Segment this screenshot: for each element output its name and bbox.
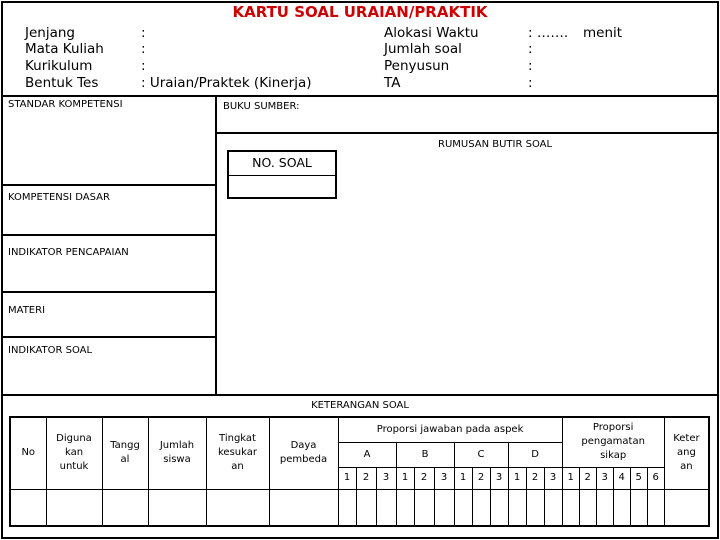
sikap-4: 4 [613, 467, 630, 489]
cell-c-1[interactable] [454, 489, 472, 526]
jumlah-soal-value: : [528, 41, 533, 57]
penyusun-label: Penyusun [384, 58, 450, 74]
header-digunakan-untuk: Diguna kan untuk [46, 417, 102, 489]
cell-d-3[interactable] [544, 489, 562, 526]
divider-sk [1, 184, 217, 186]
sikap-1: 1 [562, 467, 579, 489]
ta-value: : [528, 75, 533, 91]
cell-sikap-3[interactable] [596, 489, 613, 526]
no-soal-box [227, 150, 337, 199]
cell-sikap-2[interactable] [579, 489, 596, 526]
alokasi-waktu-unit: menit [583, 25, 623, 41]
aspek-d-3: 3 [544, 467, 562, 489]
cell-c-3[interactable] [490, 489, 508, 526]
header-divider [1, 95, 719, 97]
indikator-soal-label: INDIKATOR SOAL [8, 345, 93, 356]
cell-c-2[interactable] [472, 489, 490, 526]
header-jumlah-siswa: Jumlah siswa [148, 417, 206, 489]
cell-sikap-1[interactable] [562, 489, 579, 526]
no-soal-label: NO. SOAL [229, 152, 335, 176]
aspek-b-2: 2 [414, 467, 434, 489]
aspek-a: A [338, 442, 396, 467]
materi-label: MATERI [8, 305, 46, 316]
rumusan-butir-soal-label: RUMUSAN BUTIR SOAL [438, 139, 553, 150]
divider-materi [1, 336, 217, 338]
cell-tingkat-kesukaran[interactable] [206, 489, 269, 526]
ta-label: TA [384, 75, 401, 91]
divider-ip [1, 291, 217, 293]
cell-a-3[interactable] [376, 489, 396, 526]
buku-sumber-label: BUKU SUMBER: [223, 101, 300, 112]
cell-a-1[interactable] [338, 489, 356, 526]
aspek-d: D [508, 442, 562, 467]
jenjang-label: Jenjang [25, 25, 75, 41]
standar-kompetensi-label: STANDAR KOMPETENSI [8, 99, 123, 110]
bentuk-tes-value: : Uraian/Praktek (Kinerja) [141, 75, 312, 91]
cell-d-2[interactable] [526, 489, 544, 526]
cell-b-2[interactable] [414, 489, 434, 526]
cell-b-3[interactable] [434, 489, 454, 526]
cell-b-1[interactable] [396, 489, 414, 526]
left-column-divider [215, 95, 217, 396]
header-proporsi-jawaban: Proporsi jawaban pada aspek [338, 417, 562, 442]
cell-keterangan[interactable] [664, 489, 709, 526]
aspek-a-1: 1 [338, 467, 356, 489]
kurikulum-label: Kurikulum [25, 58, 93, 74]
header-keterangan: Keter ang an [664, 417, 709, 489]
alokasi-waktu-label: Alokasi Waktu [384, 25, 479, 41]
kurikulum-value: : [141, 58, 146, 74]
header-proporsi-pengamatan-sikap: Proporsi pengamatan sikap [562, 417, 664, 467]
alokasi-waktu-value: : ……. [528, 25, 569, 41]
aspek-a-2: 2 [356, 467, 376, 489]
divider-buku-sumber [215, 132, 719, 134]
aspek-c: C [454, 442, 508, 467]
cell-tanggal[interactable] [102, 489, 148, 526]
aspek-b: B [396, 442, 454, 467]
divider-kd [1, 234, 217, 236]
divider-keterangan [1, 394, 719, 396]
aspek-b-3: 3 [434, 467, 454, 489]
cell-sikap-5[interactable] [630, 489, 647, 526]
penyusun-value: : [528, 58, 533, 74]
mata-kuliah-label: Mata Kuliah [25, 41, 104, 57]
header-tanggal: Tangg al [102, 417, 148, 489]
cell-no[interactable] [10, 489, 46, 526]
cell-daya-pembeda[interactable] [269, 489, 338, 526]
cell-d-1[interactable] [508, 489, 526, 526]
cell-digunakan-untuk[interactable] [46, 489, 102, 526]
header-daya-pembeda: Daya pembeda [269, 417, 338, 489]
sikap-5: 5 [630, 467, 647, 489]
header-tingkat-kesukaran: Tingkat kesukar an [206, 417, 269, 489]
mata-kuliah-value: : [141, 41, 146, 57]
aspek-c-1: 1 [454, 467, 472, 489]
cell-sikap-6[interactable] [647, 489, 664, 526]
jumlah-soal-label: Jumlah soal [384, 41, 462, 57]
keterangan-table [9, 416, 710, 527]
sikap-2: 2 [579, 467, 596, 489]
cell-a-2[interactable] [356, 489, 376, 526]
aspek-d-1: 1 [508, 467, 526, 489]
keterangan-soal-label: KETERANGAN SOAL [311, 400, 409, 411]
table-row [10, 489, 709, 526]
bentuk-tes-label: Bentuk Tes [25, 75, 99, 91]
page-title: KARTU SOAL URAIAN/PRAKTIK [232, 3, 488, 21]
aspek-b-1: 1 [396, 467, 414, 489]
indikator-pencapaian-label: INDIKATOR PENCAPAIAN [8, 247, 129, 258]
header-no: No [10, 417, 46, 489]
aspek-d-2: 2 [526, 467, 544, 489]
kompetensi-dasar-label: KOMPETENSI DASAR [8, 192, 110, 203]
aspek-a-3: 3 [376, 467, 396, 489]
cell-jumlah-siswa[interactable] [148, 489, 206, 526]
sikap-6: 6 [647, 467, 664, 489]
jenjang-value: : [141, 25, 146, 41]
cell-sikap-4[interactable] [613, 489, 630, 526]
aspek-c-2: 2 [472, 467, 490, 489]
aspek-c-3: 3 [490, 467, 508, 489]
sikap-3: 3 [596, 467, 613, 489]
